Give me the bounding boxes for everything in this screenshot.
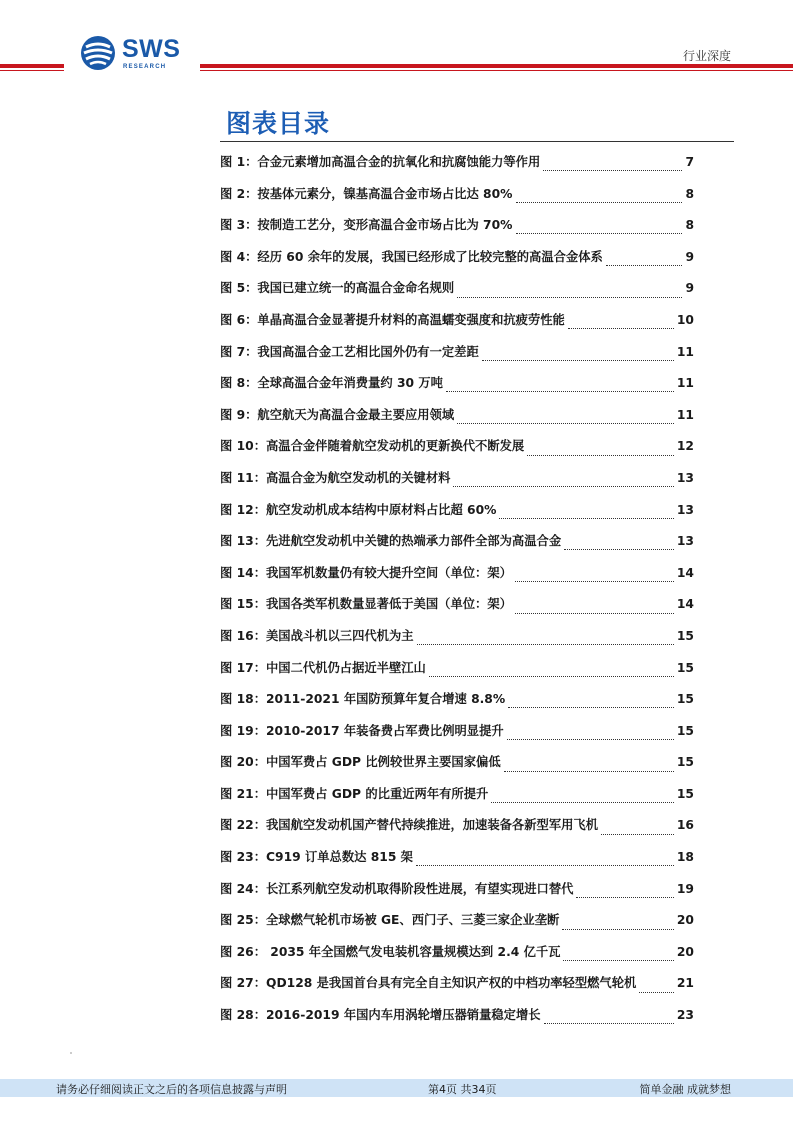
toc-entry-page: 23 <box>676 1008 694 1023</box>
toc-leader-dots <box>515 613 674 614</box>
toc-entry[interactable] <box>220 215 694 247</box>
toc-entry-label: 图 3：按制造工艺分，变形高温合金市场占比为 70% <box>220 218 513 233</box>
toc-entry-label: 图 7：我国高温合金工艺相比国外仍有一定差距 <box>220 344 479 359</box>
toc-entry-label: 图 18：2011-2021 年国防预算年复合增速 8.8% <box>220 692 506 707</box>
toc-entry-label: 图 23：C919 订单总数达 815 架 <box>220 850 413 865</box>
toc-entry-page: 20 <box>676 913 694 928</box>
toc-entry[interactable] <box>220 689 694 721</box>
toc-entry[interactable] <box>220 247 694 279</box>
toc-entry-label: 图 22：我国航空发动机国产替代持续推进，加速装备各新型军用飞机 <box>220 818 599 833</box>
toc-entry[interactable] <box>220 152 694 184</box>
toc-entry-page: 11 <box>676 344 694 359</box>
toc-leader-dots <box>453 486 673 487</box>
toc-entry-page: 15 <box>676 786 694 801</box>
toc-entry[interactable] <box>220 373 694 405</box>
toc-leader-dots <box>508 707 674 708</box>
logo-text: SWS <box>122 34 181 63</box>
toc-entry[interactable] <box>220 626 694 658</box>
toc-entry[interactable] <box>220 973 694 1005</box>
toc-entry-page: 11 <box>676 376 694 391</box>
footer-disclaimer: 请务必仔细阅读正文之后的各项信息披露与声明 <box>56 1083 287 1096</box>
toc-entry[interactable] <box>220 531 694 563</box>
toc-leader-dots <box>482 360 674 361</box>
toc-entry-page: 8 <box>685 218 694 233</box>
toc-entry-label: 图 17：中国二代机仍占据近半壁江山 <box>220 660 426 675</box>
toc-entry-page: 12 <box>676 439 694 454</box>
toc-entry-label: 图 11：高温合金为航空发动机的关键材料 <box>220 470 451 485</box>
sws-globe-icon <box>80 35 116 71</box>
report-category: 行业深度 <box>682 49 731 63</box>
toc-entry[interactable] <box>220 500 694 532</box>
toc-entry-page: 7 <box>685 155 694 169</box>
toc-entry-label: 图 9：航空航天为高温合金最主要应用领域 <box>220 407 455 422</box>
toc-leader-dots <box>416 865 674 866</box>
toc-leader-dots <box>543 170 682 171</box>
toc-entry-page: 15 <box>676 723 694 738</box>
toc-entry-label: 图 8：全球高温合金年消费量约 30 万吨 <box>220 376 443 391</box>
page-title: 图表目录 <box>226 109 331 138</box>
toc-entry-page: 19 <box>676 881 694 896</box>
toc-entry[interactable] <box>220 342 694 374</box>
toc-entry-page: 9 <box>685 281 694 296</box>
toc-leader-dots <box>491 802 674 803</box>
toc-entry[interactable] <box>220 815 694 847</box>
toc-entry-label: 图 27：QD128 是我国首台具有完全自主知识产权的中档功率轻型燃气轮机 <box>220 976 637 991</box>
toc-entry-label: 图 24：长江系列航空发动机取得阶段性进展，有望实现进口替代 <box>220 881 574 896</box>
page-mark <box>70 1052 72 1054</box>
page-footer <box>0 1079 793 1097</box>
toc-entry-label: 图 2：按基体元素分，镍基高温合金市场占比达 80% <box>220 186 513 201</box>
toc-entry-page: 14 <box>676 597 694 612</box>
toc-entry-label: 图 4：经历 60 余年的发展，我国已经形成了比较完整的高温合金体系 <box>220 249 603 264</box>
toc-leader-dots <box>606 265 683 266</box>
toc-entry-label: 图 28：2016-2019 年国内车用涡轮增压器销量稳定增长 <box>220 1008 541 1023</box>
toc-entry-label: 图 5：我国已建立统一的高温合金命名规则 <box>220 281 455 296</box>
company-logo <box>80 36 180 70</box>
toc-entry[interactable] <box>220 658 694 690</box>
toc-entry[interactable] <box>220 1005 694 1037</box>
toc-leader-dots <box>507 739 674 740</box>
toc-entry-page: 13 <box>676 502 694 517</box>
toc-entry-page: 8 <box>685 186 694 201</box>
toc-entry-page: 15 <box>676 755 694 770</box>
toc-entry-label: 图 20：中国军费占 GDP 比例较世界主要国家偏低 <box>220 755 501 770</box>
toc-leader-dots <box>568 328 674 329</box>
toc-entry-label: 图 21：中国军费占 GDP 的比重近两年有所提升 <box>220 786 489 801</box>
toc-leader-dots <box>544 1023 674 1024</box>
title-divider <box>220 141 734 142</box>
toc-leader-dots <box>601 834 674 835</box>
toc-leader-dots <box>563 960 673 961</box>
header-rule-left-thin <box>0 70 64 71</box>
logo-subtext: RESEARCH <box>123 63 167 70</box>
toc-entry-page: 16 <box>676 818 694 833</box>
toc-entry[interactable] <box>220 436 694 468</box>
toc-entry-label: 图 12：航空发动机成本结构中原材料占比超 60% <box>220 502 497 517</box>
toc-entry-page: 15 <box>676 692 694 707</box>
toc-entry[interactable] <box>220 721 694 753</box>
toc-leader-dots <box>515 581 674 582</box>
toc-leader-dots <box>527 455 674 456</box>
toc-entry[interactable] <box>220 879 694 911</box>
figure-list <box>220 152 694 1037</box>
toc-entry[interactable] <box>220 468 694 500</box>
toc-entry[interactable] <box>220 910 694 942</box>
toc-leader-dots <box>417 644 674 645</box>
toc-entry[interactable] <box>220 594 694 626</box>
toc-entry[interactable] <box>220 784 694 816</box>
toc-entry-label: 图 1：合金元素增加高温合金的抗氧化和抗腐蚀能力等作用 <box>220 155 541 169</box>
toc-entry-page: 9 <box>685 249 694 264</box>
toc-entry-label: 图 6：单晶高温合金显著提升材料的高温蠕变强度和抗疲劳性能 <box>220 312 565 327</box>
toc-entry-page: 14 <box>676 565 694 580</box>
toc-leader-dots <box>457 423 674 424</box>
toc-entry[interactable] <box>220 278 694 310</box>
toc-entry-page: 13 <box>676 470 694 485</box>
toc-leader-dots <box>499 518 673 519</box>
toc-entry-label: 图 19：2010-2017 年装备费占军费比例明显提升 <box>220 723 504 738</box>
toc-entry[interactable] <box>220 310 694 342</box>
toc-entry[interactable] <box>220 184 694 216</box>
toc-entry[interactable] <box>220 847 694 879</box>
toc-entry-label: 图 10：高温合金伴随着航空发动机的更新换代不断发展 <box>220 439 525 454</box>
toc-entry-page: 15 <box>676 628 694 643</box>
toc-leader-dots <box>576 897 673 898</box>
toc-entry[interactable] <box>220 563 694 595</box>
toc-leader-dots <box>564 549 674 550</box>
toc-entry-page: 21 <box>676 976 694 991</box>
toc-entry-label: 图 13：先进航空发动机中关键的热端承力部件全部为高温合金 <box>220 534 562 549</box>
toc-entry-page: 10 <box>676 312 694 327</box>
header-rule-left <box>0 64 64 68</box>
toc-leader-dots <box>429 676 674 677</box>
toc-entry-label: 图 25：全球燃气轮机市场被 GE、西门子、三菱三家企业垄断 <box>220 913 560 928</box>
footer-page-info: 第4页 共34页 <box>428 1083 497 1096</box>
toc-leader-dots <box>446 391 674 392</box>
toc-entry-page: 15 <box>676 660 694 675</box>
toc-entry-label: 图 14：我国军机数量仍有较大提升空间（单位：架） <box>220 565 512 580</box>
toc-entry-page: 11 <box>676 407 694 422</box>
header-rule-right <box>200 64 793 68</box>
toc-entry-page: 13 <box>676 534 694 549</box>
toc-leader-dots <box>516 233 683 234</box>
toc-entry-page: 20 <box>676 944 694 959</box>
toc-entry[interactable] <box>220 752 694 784</box>
toc-entry-label: 图 16：美国战斗机以三四代机为主 <box>220 628 414 643</box>
footer-slogan: 简单金融 成就梦想 <box>639 1083 731 1096</box>
toc-entry-page: 18 <box>676 850 694 865</box>
header-rule-right-thin <box>200 70 793 71</box>
toc-leader-dots <box>639 992 674 993</box>
toc-entry[interactable] <box>220 942 694 974</box>
toc-leader-dots <box>504 771 674 772</box>
toc-entry-label: 图 26： 2035 年全国燃气发电装机容量规模达到 2.4 亿千瓦 <box>220 944 561 959</box>
toc-entry[interactable] <box>220 405 694 437</box>
toc-leader-dots <box>562 929 674 930</box>
toc-leader-dots <box>457 297 682 298</box>
toc-entry-label: 图 15：我国各类军机数量显著低于美国（单位：架） <box>220 597 512 612</box>
toc-leader-dots <box>516 202 683 203</box>
